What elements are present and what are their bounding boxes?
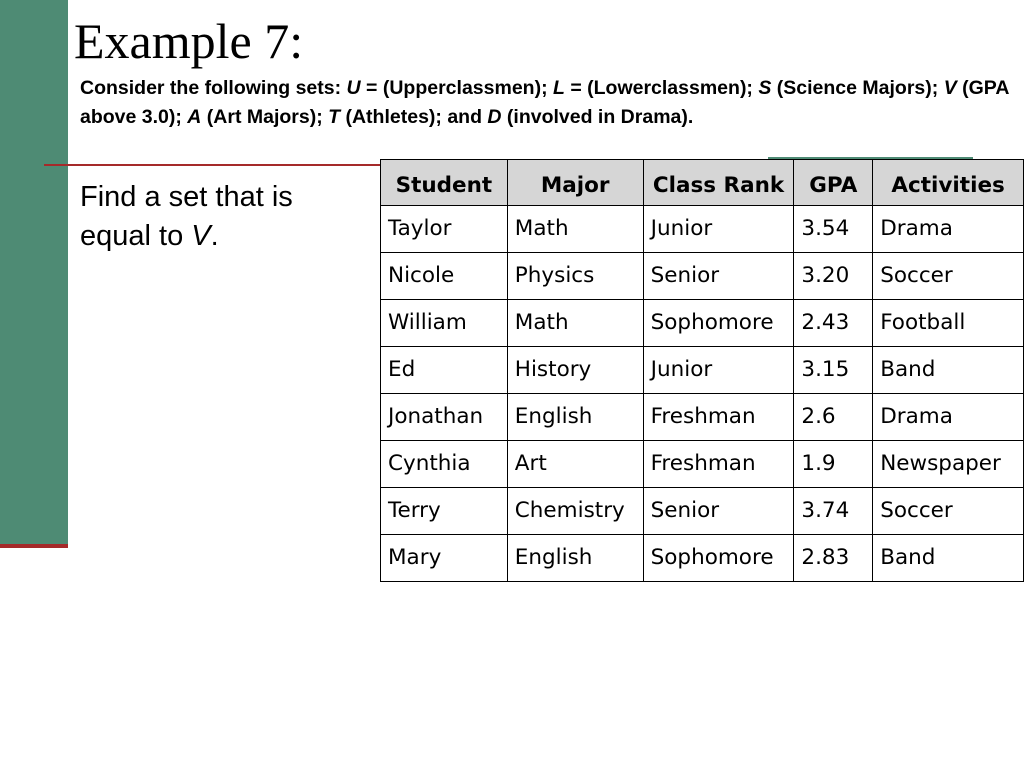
cell-gpa: 2.6 [794, 394, 873, 441]
cell-student: Nicole [381, 253, 508, 300]
cell-major: History [507, 347, 643, 394]
problem-text: (GPA above 3.0); [80, 77, 1009, 128]
set-symbol: V [191, 220, 211, 252]
cell-gpa: 3.74 [794, 488, 873, 535]
cell-activities: Soccer [873, 253, 1024, 300]
set-symbol: U [346, 77, 361, 99]
cell-gpa: 1.9 [794, 441, 873, 488]
set-symbol: T [328, 106, 341, 128]
cell-student: Ed [381, 347, 508, 394]
cell-major: English [507, 394, 643, 441]
question-prompt [80, 178, 370, 256]
problem-text: (involved in Drama). [501, 106, 694, 128]
cell-student: Mary [381, 535, 508, 582]
table-row [381, 253, 1024, 300]
cell-gpa: 3.54 [794, 206, 873, 253]
cell-student: Taylor [381, 206, 508, 253]
cell-activities: Soccer [873, 488, 1024, 535]
cell-major: Chemistry [507, 488, 643, 535]
cell-class-rank: Senior [643, 488, 794, 535]
cell-activities: Football [873, 300, 1024, 347]
problem-text: (Art Majors); [201, 106, 329, 128]
column-header-student: Student [381, 160, 508, 206]
set-symbol: D [487, 106, 502, 128]
table-row [381, 488, 1024, 535]
set-symbol: L [552, 77, 565, 99]
cell-class-rank: Sophomore [643, 535, 794, 582]
cell-class-rank: Sophomore [643, 300, 794, 347]
table-row [381, 347, 1024, 394]
cell-activities: Band [873, 535, 1024, 582]
cell-student: Terry [381, 488, 508, 535]
column-header-major: Major [507, 160, 643, 206]
table-row [381, 300, 1024, 347]
cell-major: Physics [507, 253, 643, 300]
table-header [381, 160, 1024, 206]
column-header-class-rank: Class Rank [643, 160, 794, 206]
cell-class-rank: Freshman [643, 441, 794, 488]
cell-gpa: 3.15 [794, 347, 873, 394]
cell-gpa: 2.83 [794, 535, 873, 582]
cell-major: Math [507, 300, 643, 347]
cell-student: Jonathan [381, 394, 508, 441]
prompt-text: Find a set that is equal to [80, 181, 293, 252]
problem-statement [80, 74, 1010, 132]
problem-text: (Athletes); and [340, 106, 488, 128]
table-row [381, 535, 1024, 582]
problem-text: (Science Majors); [771, 77, 944, 99]
set-symbol: A [187, 106, 202, 128]
table-row [381, 206, 1024, 253]
cell-major: Art [507, 441, 643, 488]
cell-student: William [381, 300, 508, 347]
problem-text: = (Upperclassmen); [360, 77, 553, 99]
cell-student: Cynthia [381, 441, 508, 488]
cell-major: Math [507, 206, 643, 253]
cell-gpa: 3.20 [794, 253, 873, 300]
problem-text: = (Lowerclassmen); [564, 77, 759, 99]
prompt-text: . [210, 220, 219, 252]
set-symbol: S [758, 77, 772, 99]
cell-class-rank: Junior [643, 347, 794, 394]
header-row [381, 160, 1024, 206]
table-row [381, 441, 1024, 488]
cell-major: English [507, 535, 643, 582]
slide-title: Example 7: [74, 13, 304, 69]
table-row [381, 394, 1024, 441]
title-divider [44, 164, 380, 166]
cell-activities: Band [873, 347, 1024, 394]
cell-activities: Drama [873, 394, 1024, 441]
cell-activities: Drama [873, 206, 1024, 253]
cell-gpa: 2.43 [794, 300, 873, 347]
cell-activities: Newspaper [873, 441, 1024, 488]
cell-class-rank: Senior [643, 253, 794, 300]
cell-class-rank: Freshman [643, 394, 794, 441]
sidebar-divider [0, 544, 68, 548]
cell-class-rank: Junior [643, 206, 794, 253]
problem-text: Consider the following sets: [80, 77, 347, 99]
student-table [380, 159, 1024, 582]
set-symbol: V [943, 77, 957, 99]
column-header-gpa: GPA [794, 160, 873, 206]
table-body [381, 206, 1024, 582]
column-header-activities: Activities [873, 160, 1024, 206]
sidebar-accent-bar [0, 0, 68, 547]
